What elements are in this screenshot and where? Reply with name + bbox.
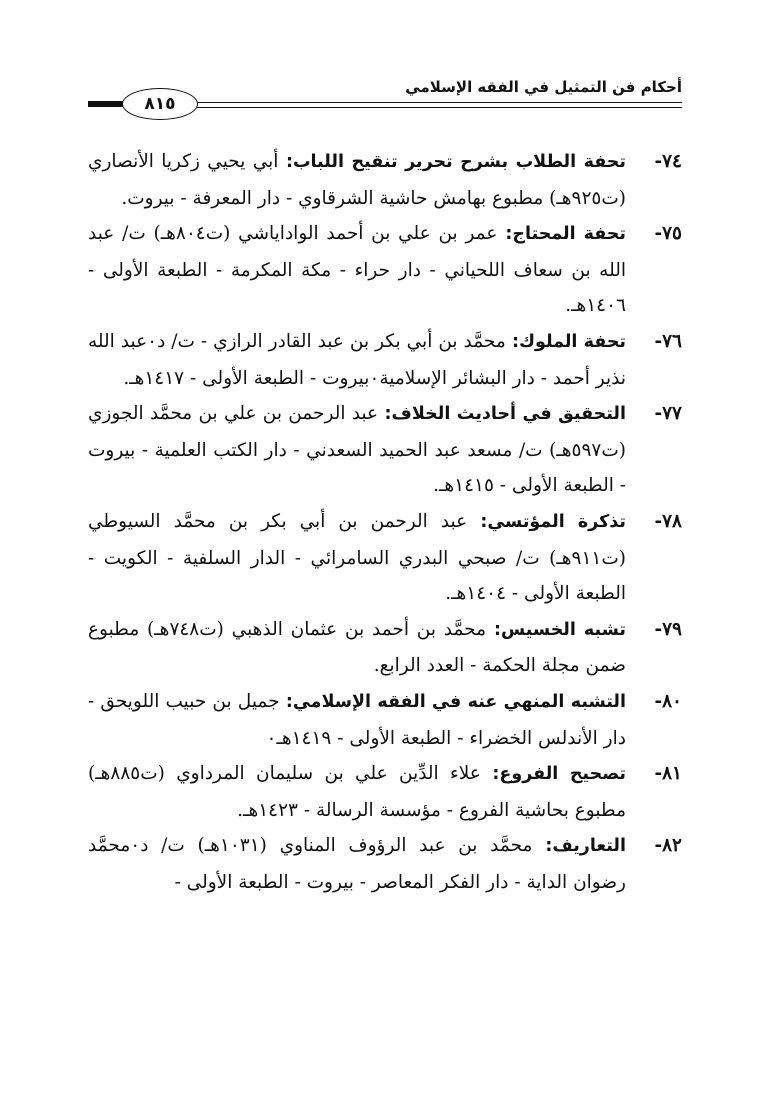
entry-body: عبد الرحمن بن أبي بكر بن محمَّد السيوطي (ت٩١١هـ) ت/ صبحي البدري السامرائي - الدار السلفية - الكويت - الطبعة الأولى - ١٤٠٤هـ.: [88, 510, 626, 605]
header-rule-thin: [195, 107, 682, 108]
page-number: ٨١٥: [122, 88, 198, 120]
entry-body: علاء الدِّين علي بن سليمان المرداوي (ت٨٨٥هـ) مطبوع بحاشية الفروع - مؤسسة الرسالة - ١٤٢٣هـ.: [88, 763, 626, 821]
entry-number: ٧٥-: [654, 223, 682, 245]
entry-title: التحقيق في أحاديث الخلاف:: [378, 404, 626, 425]
entry-number: ٨١-: [654, 763, 682, 785]
bibliography-entry: [88, 324, 682, 396]
bibliography-entry: [88, 396, 682, 504]
bibliography-list: [88, 144, 682, 900]
entry-number: ٨٢-: [654, 835, 682, 857]
bibliography-entry: [88, 612, 682, 684]
entry-body: عبد الرحمن بن علي بن محمَّد الجوزي (ت٥٩٧هـ) ت/ مسعد عبد الحميد السعدني - دار الكتب العلمية - بيروت - الطبعة الأولى - ١٤١٥هـ.: [88, 403, 626, 497]
entry-body: محمَّد بن عبد الرؤوف المناوي (١٠٣١هـ) ت/ د٠محمَّد رضوان الداية - دار الفكر المعاصر - بيروت - الطبعة الأولى -: [88, 835, 626, 893]
entry-title: التشبه المنهي عنه في الفقه الإسلامي:: [279, 691, 626, 712]
bibliography-entry: [88, 504, 682, 612]
bibliography-entry: [88, 216, 682, 324]
bibliography-entry: [88, 828, 682, 900]
entry-body: محمَّد بن أبي بكر بن عبد القادر الرازي - ت/ د٠عبد الله نذير أحمد - دار البشائر الإسلامية٠بيروت - الطبعة الأولى - ١٤١٧هـ.: [88, 330, 626, 389]
entry-title: تذكرة المؤتسي:: [467, 511, 626, 532]
page-number-bar-ornament: [88, 101, 124, 107]
header-rule: [195, 102, 682, 103]
entry-title: التعاريف:: [532, 836, 626, 857]
entry-body: أبي يحيي زكريا الأنصاري (ت٩٢٥هـ) مطبوع بهامش حاشية الشرقاوي - دار المعرفة - بيروت.: [88, 151, 626, 209]
entry-number: ٧٦-: [654, 330, 682, 352]
entry-body: جميل بن حبيب اللويحق - دار الأندلس الخضراء - الطبعة الأولى - ١٤١٩هـ٠: [88, 690, 626, 749]
entry-title: تحفة الطلاب بشرح تحرير تنقيح اللباب:: [278, 152, 626, 172]
bibliography-entry: [88, 684, 682, 756]
entry-number: ٧٧-: [654, 403, 682, 425]
entry-body: عمر بن علي بن أحمد الواداياشي (ت٨٠٤هـ) ت/ عبد الله بن سعاف اللحياني - دار حراء - مكة المكرمة - الطبعة الأولى - ١٤٠٦هـ.: [88, 223, 626, 317]
entry-number: ٨٠-: [654, 690, 682, 712]
entry-title: تشبه الخسيس:: [486, 619, 626, 640]
entry-body: محمَّد بن أحمد بن عثمان الذهبي (ت٧٤٨هـ) مطبوع ضمن مجلة الحكمة - العدد الرابع.: [88, 618, 626, 677]
entry-title: تحفة الملوك:: [505, 331, 626, 352]
entry-title: تصحيح الفروع:: [480, 764, 627, 785]
entry-number: ٧٨-: [654, 510, 682, 532]
entry-number: ٧٩-: [654, 618, 682, 640]
bibliography-entry: [88, 756, 682, 828]
entry-title: تحفة المحتاج:: [497, 224, 626, 245]
bibliography-entry: [88, 144, 682, 216]
entry-number: ٧٤-: [654, 151, 682, 172]
running-header-title: أحكام فن التمثيل في الفقه الإسلامي: [405, 78, 682, 96]
